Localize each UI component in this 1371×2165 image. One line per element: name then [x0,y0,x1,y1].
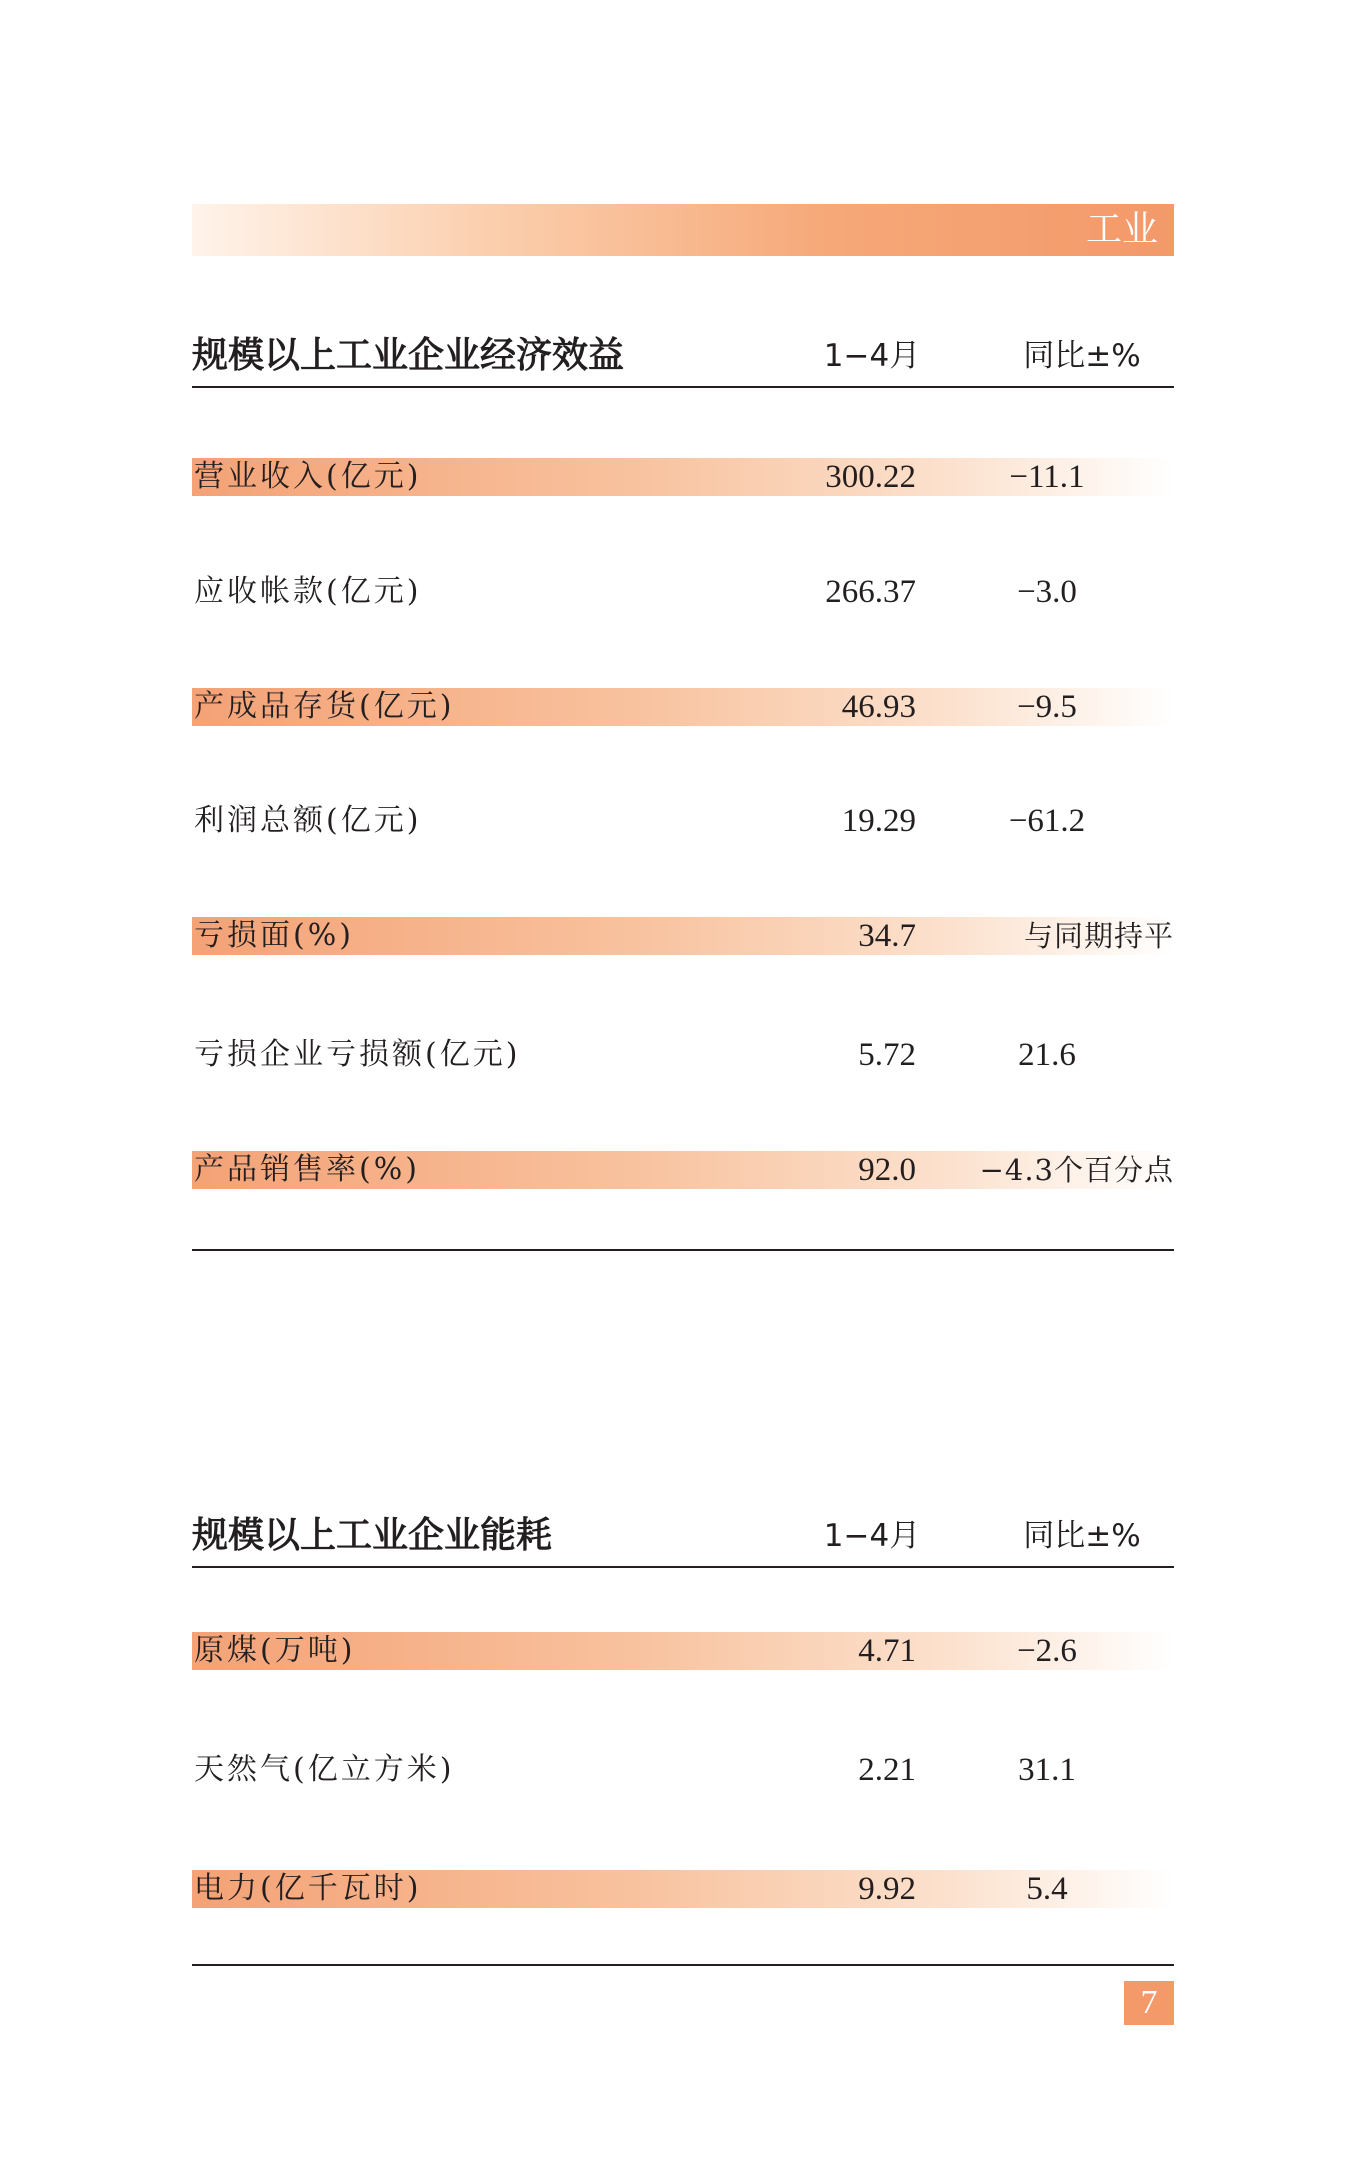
row-yoy: 5.4 [1026,1871,1068,1907]
row-label: 营业收入(亿元) [194,459,422,494]
row-label: 亏损企业亏损额(亿元) [194,1037,521,1072]
row-value: 34.7 [858,918,916,954]
table-row [192,1632,1174,1670]
table-header [192,326,1174,388]
table-title: 规模以上工业企业经济效益 [192,335,625,376]
row-label: 亏损面(%) [194,918,354,953]
row-label: 原煤(万吨) [194,1633,356,1668]
row-value: 2.21 [858,1752,916,1788]
table-row [192,688,1174,726]
table-row [192,1151,1174,1189]
table-row [192,458,1174,496]
period-column-header: 1−4月 [823,1518,921,1554]
table-row [192,1870,1174,1908]
page-number: 7 [1124,1981,1174,2025]
energy-consumption-table [192,1506,1174,1966]
row-label: 产品销售率(%) [194,1152,420,1187]
row-value: 266.37 [825,574,916,610]
row-yoy: −61.2 [1008,803,1086,839]
economic-benefits-table [192,326,1174,1251]
row-label: 电力(亿千瓦时) [194,1871,422,1906]
section-title: 工业 [1085,209,1158,250]
table-row [192,1751,1174,1789]
row-yoy: 21.6 [1018,1037,1076,1073]
table-row [192,802,1174,840]
row-yoy: −2.6 [1017,1633,1077,1669]
row-yoy: −9.5 [1017,689,1077,725]
yoy-column-header: 同比±% [1023,1518,1141,1554]
section-banner [192,204,1174,256]
period-column-header: 1−4月 [823,338,921,374]
row-value: 46.93 [841,689,916,725]
table-bottom-rule [192,1964,1174,1966]
row-value: 9.92 [858,1871,916,1907]
row-value: 19.29 [841,803,916,839]
table-header [192,1506,1174,1568]
table-title: 规模以上工业企业能耗 [192,1515,553,1556]
row-yoy: −11.1 [1009,459,1085,495]
row-label: 产成品存货(亿元) [194,689,455,724]
row-label: 天然气(亿立方米) [194,1752,455,1787]
row-yoy: 31.1 [1018,1752,1076,1788]
row-yoy: −3.0 [1017,574,1077,610]
table-row [192,917,1174,955]
row-value: 4.71 [858,1633,916,1669]
row-label: 利润总额(亿元) [194,803,422,838]
table-row [192,1036,1174,1074]
row-yoy: 与同期持平 [1023,919,1174,953]
row-value: 300.22 [825,459,916,495]
row-value: 92.0 [858,1152,916,1188]
table-row [192,573,1174,611]
table-bottom-rule [192,1249,1174,1251]
yoy-column-header: 同比±% [1023,338,1141,374]
row-yoy: −4.3个百分点 [979,1153,1174,1187]
row-value: 5.72 [858,1037,916,1073]
row-label: 应收帐款(亿元) [194,574,422,609]
